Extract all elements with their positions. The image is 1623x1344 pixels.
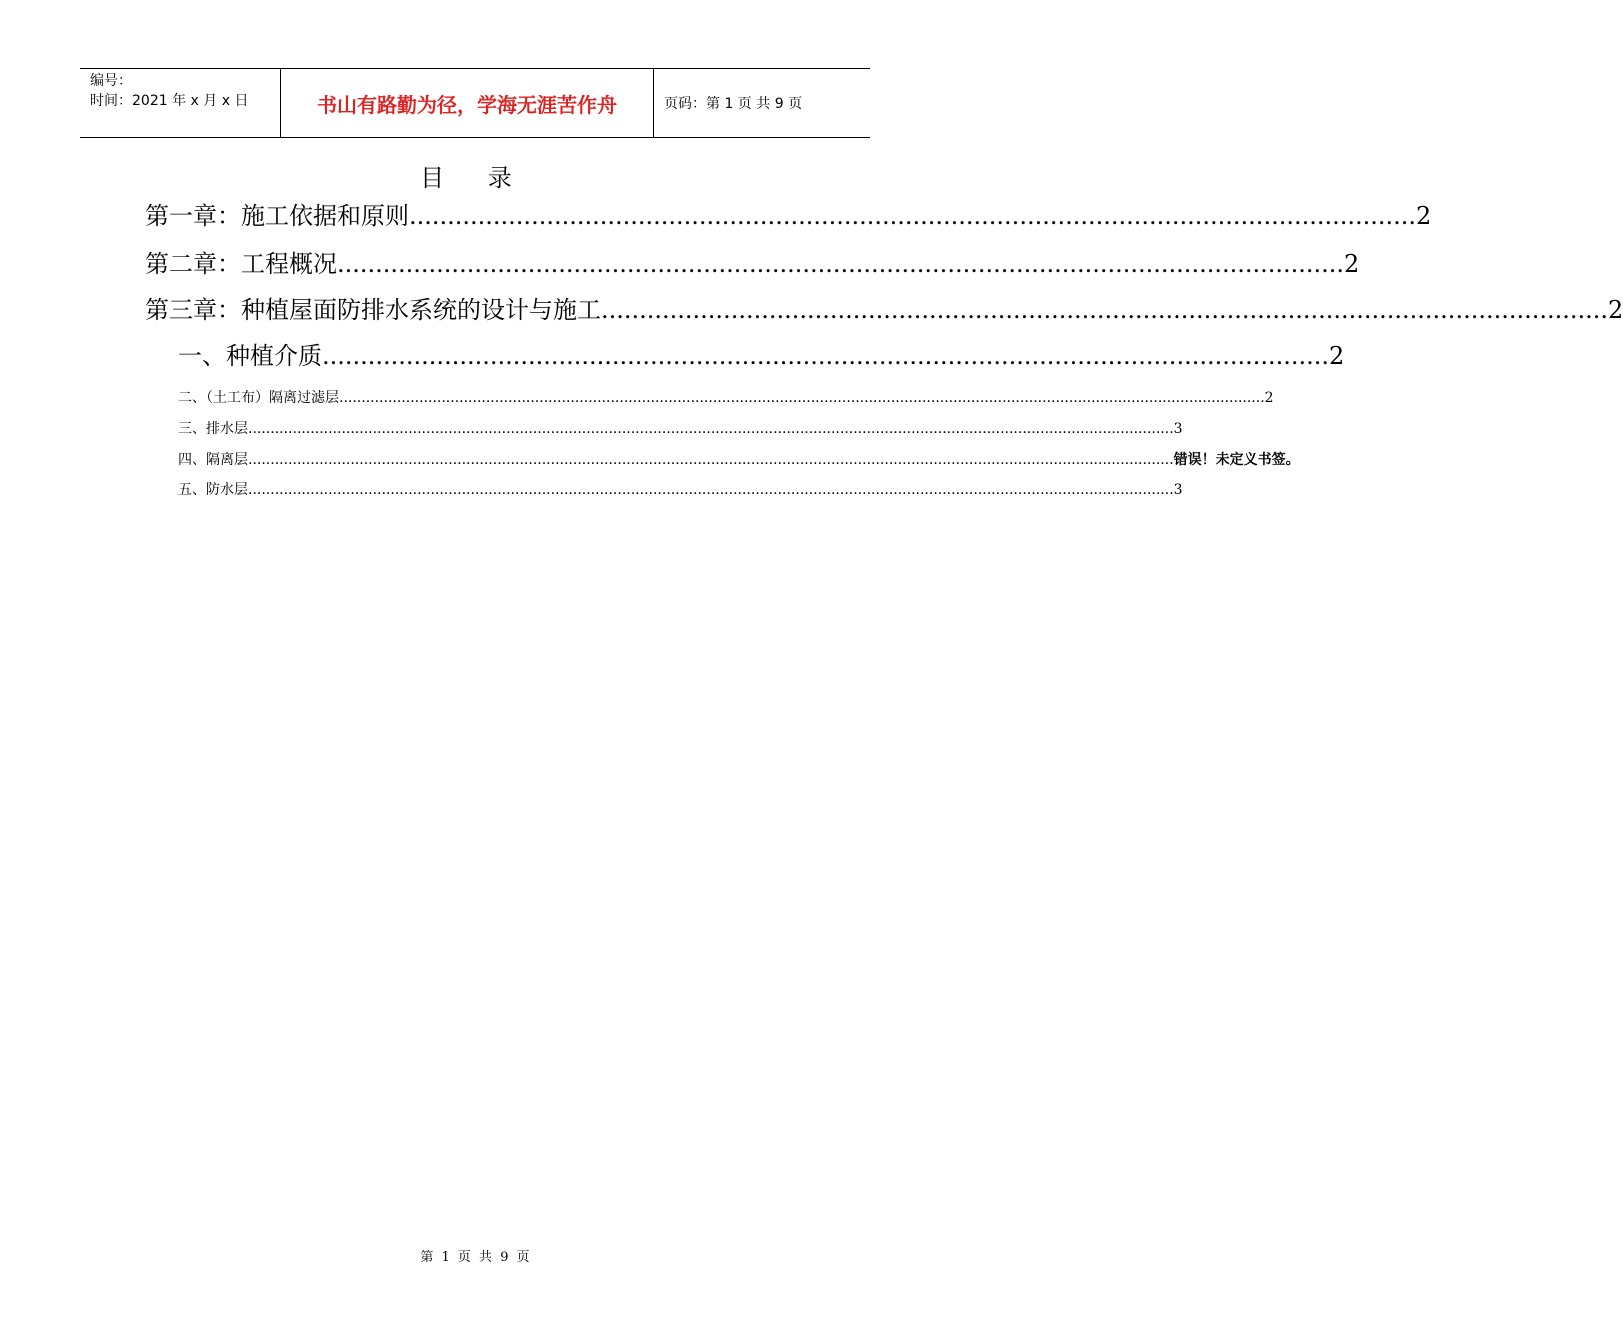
document-number-label: 编号： xyxy=(90,73,132,89)
toc-title: 目 录 xyxy=(420,164,530,192)
toc-entry-chapter-1[interactable] xyxy=(145,200,1432,232)
toc-entry-page: 2 xyxy=(1416,202,1432,230)
toc-entry-error-message: 错误！未定义书签。 xyxy=(1173,452,1300,468)
toc-entry-text: 五、防水层 xyxy=(178,482,248,498)
toc-entry-page: 2 xyxy=(1329,342,1345,370)
toc-leader-dots: .................................................................................................................................... xyxy=(409,202,1417,230)
toc-leader-dots: .................................................................................................................................... xyxy=(337,250,1345,278)
toc-leader-dots: .................................................................................................................................... xyxy=(601,296,1609,324)
document-date-label: 时间：2021 年 x 月 x 日 xyxy=(90,93,249,109)
toc-entry-chapter-3[interactable] xyxy=(145,294,1623,326)
toc-entry-text: 一、种植介质 xyxy=(178,342,322,370)
toc-entry-section-5[interactable] xyxy=(178,480,1183,500)
toc-entry-text: 第一章：施工依据和原则 xyxy=(145,202,409,230)
toc-entry-text: 第二章：工程概况 xyxy=(145,250,337,278)
toc-leader-dots: ................................................................................................................................................................................................................ xyxy=(248,482,1174,498)
page-header xyxy=(80,68,870,138)
toc-entry-page: 2 xyxy=(1608,296,1623,324)
toc-leader-dots: ................................................................................................................................................................................................................ xyxy=(248,452,1174,468)
toc-entry-page: 2 xyxy=(1264,390,1274,406)
header-motto: 书山有路勤为径，学海无涯苦作舟 xyxy=(281,69,654,137)
header-meta xyxy=(80,69,281,137)
toc-leader-dots: ................................................................................................................................................................................................................ xyxy=(248,421,1174,437)
toc-entry-chapter-2[interactable] xyxy=(145,248,1360,280)
toc-entry-text: 二、（土工布）隔离过滤层 xyxy=(178,390,339,406)
toc-entry-text: 四、隔离层 xyxy=(178,452,248,468)
toc-entry-section-2[interactable] xyxy=(178,388,1274,408)
toc-entry-page: 3 xyxy=(1173,482,1183,498)
toc-entry-section-1[interactable] xyxy=(178,340,1345,372)
toc-entry-section-4[interactable] xyxy=(178,450,1300,470)
toc-entry-text: 三、排水层 xyxy=(178,421,248,437)
toc-entry-page: 3 xyxy=(1173,421,1183,437)
toc-entry-page: 2 xyxy=(1344,250,1360,278)
toc-leader-dots: .................................................................................................................................... xyxy=(322,342,1330,370)
page-footer: 第 1 页 共 9 页 xyxy=(420,1250,530,1265)
toc-entry-section-3[interactable] xyxy=(178,419,1183,439)
toc-leader-dots: ................................................................................................................................................................................................................ xyxy=(339,390,1265,406)
toc-entry-text: 第三章：种植屋面防排水系统的设计与施工 xyxy=(145,296,601,324)
header-page-number: 页码：第 1 页 共 9 页 xyxy=(664,96,803,112)
